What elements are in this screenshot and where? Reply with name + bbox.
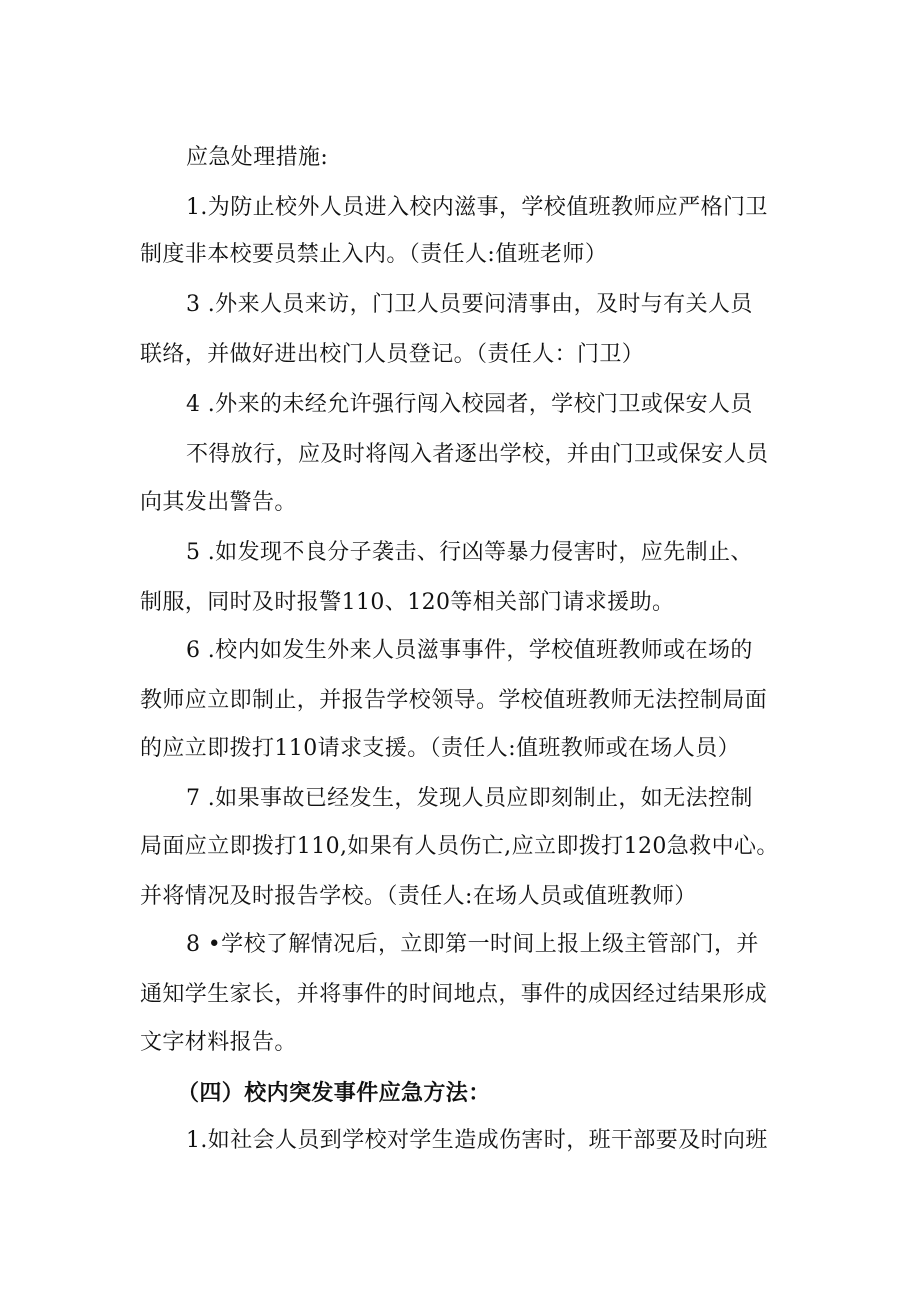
section-heading-internal-emergency: （四）校内突发事件应急方法： [177,1080,491,1106]
paragraph-4-line-1: 4 .外来的未经允许强行闯入校园者，学校门卫或保安人员 [186,392,753,417]
paragraph-5-line-1: 5 .如发现不良分子袭击、行凶等暴力侵害时，应先制止、 [186,540,753,565]
paragraph-3-line-2: 联络，并做好进出校门人员登记。（责任人：门卫） [140,342,645,367]
paragraph-1-line-2: 制度非本校要员禁止入内。（责任人:值班老师） [140,242,608,267]
paragraph-6-line-1: 6 .校内如发生外来人员滋事事件，学校值班教师或在场的 [186,638,753,663]
heading-emergency-measures: 应急处理措施: [186,145,329,170]
paragraph-7-line-2: 局面应立即拨打110,如果有人员伤亡,应立即拨打120急救中心。 [140,834,779,859]
paragraph-8-line-3: 文字材料报告。 [140,1030,297,1055]
paragraph-4-line-3: 向其发出警告。 [140,490,297,515]
paragraph-5-line-2: 制服，同时及时报警110、120等相关部门请求援助。 [140,590,675,615]
paragraph-1-line-1: 1.为防止校外人员进入校内滋事，学校值班教师应严格门卫 [186,195,768,220]
paragraph-3-line-1: 3 .外来人员来访，门卫人员要问清事由，及时与有关人员 [186,292,753,317]
paragraph-8-line-2: 通知学生家长，并将事件的时间地点，事件的成因经过结果形成 [140,982,768,1007]
paragraph-7-line-1: 7 .如果事故已经发生，发现人员应即刻制止，如无法控制 [186,786,753,811]
paragraph-8-line-1: 8 •学校了解情况后，立即第一时间上报上级主管部门，并 [186,932,759,957]
section-4-paragraph-1-line-1: 1.如社会人员到学校对学生造成伤害时，班干部要及时向班 [186,1128,768,1153]
paragraph-6-line-3: 的应立即拨打110请求支援。（责任人:值班教师或在场人员） [140,736,741,761]
paragraph-4-line-2: 不得放行，应及时将闯入者逐出学校，并由门卫或保安人员 [186,442,769,467]
paragraph-7-line-3: 并将情况及时报告学校。（责任人:在场人员或值班教师） [140,884,697,909]
paragraph-6-line-2: 教师应立即制止，并报告学校领导。学校值班教师无法控制局面 [140,688,768,713]
